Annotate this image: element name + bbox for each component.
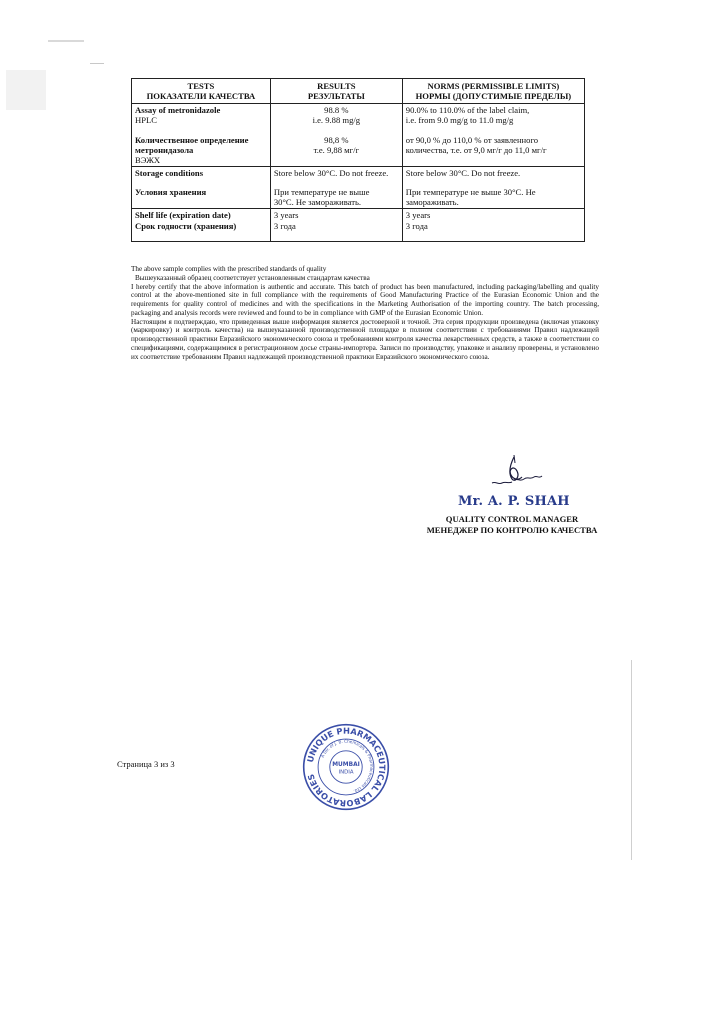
shelf-life-test-cell: Shelf life (expiration date) Срок годности (хранения)	[132, 209, 271, 241]
signer-title-ru: МЕНЕДЖЕР ПО КОНТРОЛЮ КАЧЕСТВА	[426, 525, 598, 535]
scan-artifact	[90, 63, 104, 64]
assay-test-cell: Assay of metronidazole HPLC Количественное определение метронидазола ВЭЖХ	[132, 104, 271, 167]
certification-statement-ru: Настоящим я подтверждаю, что приведенная выше информация является достоверной и точной. Эта серия продукции произведена (включая упаковку (маркировку) и контроль качества) на вышеуказанной производственной площадке в полном соответствии с требованиями Правил надлежащей производственной практики Евразийского экономического союза и требованиями контроля качества лекарственных средств, а также в соответствии со спецификациями, содержащимися в регистрационном досье страны-импортера. Записи по производству, упаковке и анализу проверены, и установлено их соответствие требованиям Правил надлежащей производственной практики Евразийского экономического союза.	[131, 317, 599, 361]
test-results-table	[131, 78, 585, 242]
shelf-life-norm-cell: 3 years 3 года	[402, 209, 584, 241]
handwritten-signature	[484, 451, 564, 491]
tests-header: TESTS ПОКАЗАТЕЛИ КАЧЕСТВА	[132, 79, 271, 104]
certification-notes	[131, 265, 599, 362]
company-seal-stamp	[301, 722, 391, 812]
complies-statement-en: The above sample complies with the prescribed standards of quality	[131, 265, 327, 273]
page-number: Страница 3 из 3	[117, 759, 175, 769]
stamp-outer-text: UNIQUE PHARMACEUTICAL LABORATORIES	[304, 725, 388, 809]
stamp-inner-text: A Dir. of J. B. Chemicals & Pharmaceuticals Ltd.	[319, 738, 375, 795]
storage-test-cell: Storage conditions Условия хранения	[132, 166, 271, 208]
assay-result-cell: 98.8 % i.e. 9.88 mg/g 98,8 % т.е. 9,88 мг/г	[270, 104, 402, 167]
table-row-shelf-life	[132, 209, 585, 241]
signer-title-en: QUALITY CONTROL MANAGER	[445, 514, 579, 524]
certification-statement-en: I hereby certify that the above information is authentic and accurate. This batch of product has been manufactured, including packaging/labelling and quality control at the above-mentioned site in full compliance with the requirements of Good Manufacturing Practice of the Eurasian Economic Union and the requirements for quality control of medicines and with the specifications in the Marketing Authorisation of the importing country. The batch processing, packaging and analysis records were reviewed and found to be in compliance with GMP of the Eurasian Economic Union.	[131, 282, 599, 317]
signer-name: Mr. A. P. SHAH	[458, 494, 570, 509]
storage-norm-cell: Store below 30°C. Do not freeze. При температуре не выше 30°C. Не замораживать.	[402, 166, 584, 208]
storage-result-cell: Store below 30°C. Do not freeze. При температуре не выше 30°C. Не замораживать.	[270, 166, 402, 208]
stamp-country: INDIA	[338, 769, 354, 776]
shelf-life-result-cell: 3 years 3 года	[270, 209, 402, 241]
results-header: RESULTS РЕЗУЛЬТАТЫ	[270, 79, 402, 104]
table-row-assay	[132, 104, 585, 167]
norms-header: NORMS (PERMISSIBLE LIMITS) НОРМЫ (ДОПУСТИМЫЕ ПРЕДЕЛЫ)	[402, 79, 584, 104]
scan-artifact	[48, 40, 84, 42]
table-header-row	[132, 79, 585, 104]
scan-artifact	[631, 660, 632, 860]
stamp-city: MUMBAI	[332, 762, 360, 769]
table-row-storage	[132, 166, 585, 208]
scan-artifact	[6, 70, 46, 110]
assay-norm-cell: 90.0% to 110.0% of the label claim, i.e. from 9.0 mg/g to 11.0 mg/g от 90,0 % до 110,0 % от заявленного количества, т.е. от 9,0 мг/г до 11,0 мг/г	[402, 104, 584, 167]
complies-statement-ru: Вышеуказанный образец соответствует установленным стандартам качества	[135, 273, 370, 282]
